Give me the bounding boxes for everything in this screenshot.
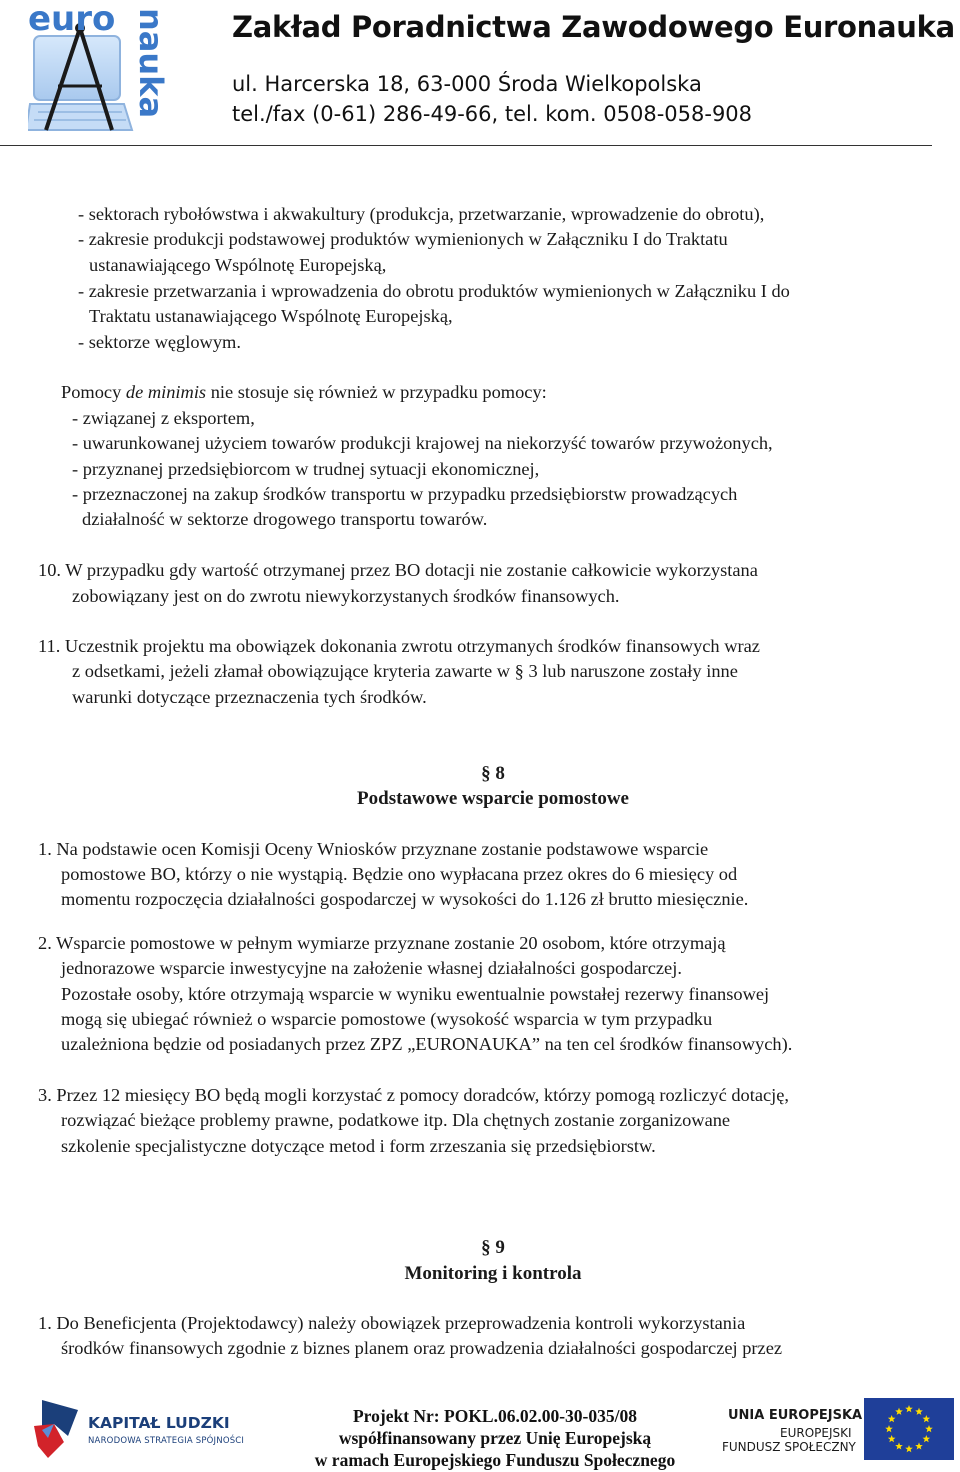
- list-item: - uwarunkowanej użyciem towarów produkcji krajowej na niekorzyść towarów przywożonych,: [72, 433, 773, 453]
- de-minimis-intro: [61, 380, 547, 405]
- list-item: - zakresie produkcji podstawowej produktów wymienionych w Załączniku I do Traktatu: [78, 229, 728, 249]
- paragraph-line: szkolenie specjalistyczne dotyczące metod i form zrzeszania się przedsiębiorstw.: [61, 1136, 656, 1156]
- paragraph-line: z odsetkami, jeżeli złamał obowiązujące kryteria zawarte w § 3 lub naruszone zostały inne: [72, 661, 738, 681]
- section-8-title: Podstawowe wsparcie pomostowe: [357, 788, 629, 809]
- paragraph-line: 11. Uczestnik projektu ma obowiązek dokonania zwrotu otrzymanych środków finansowych wraz: [38, 636, 760, 656]
- de-minimis-term: de minimis: [125, 382, 207, 402]
- paragraph-line: 1. Na podstawie ocen Komisji Oceny Wniosków przyznane zostanie podstawowe wsparcie: [38, 839, 709, 859]
- eu-title: UNIA EUROPEJSKA: [728, 1408, 863, 1423]
- eu-flag-icon: [864, 1398, 954, 1460]
- organization-name: Zakład Poradnictwa Zawodowego Euronauka: [232, 10, 955, 44]
- paragraph-line: pomostowe BO, którzy o nie wystąpią. Będzie ono wypłacana przez okres do 6 miesięcy od: [61, 864, 738, 884]
- project-number: Projekt Nr: POKL.06.02.00-30-035/08: [352, 1406, 637, 1426]
- kapital-ludzki-star-logo-icon: [34, 1396, 80, 1462]
- list-item: - sektorach rybołówstwa i akwakultury (produkcja, przetwarzanie, wprowadzenie do obrotu),: [78, 204, 765, 224]
- paragraph-line: zobowiązany jest on do zwrotu niewykorzystanych środków finansowych.: [72, 586, 620, 606]
- paragraph-line: warunki dotyczące przeznaczenia tych środków.: [72, 687, 427, 707]
- logo-text-nauka: nauka: [132, 8, 170, 119]
- paragraph-line: Pozostałe osoby, które otrzymają wsparcie w wyniku ewentualnie powstałej rezerwy finansowej: [61, 984, 770, 1004]
- list-item: - zakresie przetwarzania i wprowadzenia do obrotu produktów wymienionych w Załączniku I do: [78, 281, 790, 301]
- list-item: ustanawiającego Wspólnotę Europejską,: [89, 255, 387, 275]
- euronauka-compass-logo-icon: [28, 2, 170, 142]
- organization-phone: tel./fax (0-61) 286-49-66, tel. kom. 0508-058-908: [232, 102, 753, 126]
- paragraph-line: 2. Wsparcie pomostowe w pełnym wymiarze przyznane zostanie 20 osobom, które otrzymają: [38, 933, 726, 953]
- organization-address: ul. Harcerska 18, 63-000 Środa Wielkopolska: [232, 72, 702, 96]
- kapital-ludzki-subtitle: NARODOWA STRATEGIA SPÓJNOŚCI: [88, 1436, 245, 1446]
- paragraph-line: mogą się ubiegać również o wsparcie pomostowe (wysokość wsparcia w tym przypadku: [61, 1009, 713, 1029]
- paragraph-line: uzależniona będzie od posiadanych przez ZPZ „EURONAUKA” na ten cel środków finansowych).: [61, 1034, 793, 1054]
- letterhead: [0, 0, 960, 150]
- list-item: - przeznaczonej na zakup środków transportu w przypadku przedsiębiorstw prowadzących: [72, 484, 738, 504]
- paragraph-line: momentu rozpoczęcia działalności gospodarczej w wysokości do 1.126 zł brutto miesięcznie.: [61, 889, 749, 909]
- list-item: - przyznanej przedsiębiorcom w trudnej sytuacji ekonomicznej,: [72, 459, 540, 479]
- paragraph-line: 3. Przez 12 miesięcy BO będą mogli korzystać z pomocy doradców, którzy pomogą rozliczyć dotację,: [38, 1085, 790, 1105]
- list-item: działalność w sektorze drogowego transportu towarów.: [82, 509, 488, 529]
- paragraph-line: 1. Do Beneficjenta (Projektodawcy) należy obowiązek przeprowadzenia kontroli wykorzystania: [38, 1313, 746, 1333]
- section-9-number: § 9: [481, 1237, 505, 1258]
- cofinance-note: współfinansowany przez Unię Europejską: [338, 1428, 652, 1448]
- footer: [0, 1392, 960, 1472]
- list-item: Traktatu ustanawiającego Wspólnotę Europejską,: [89, 306, 453, 326]
- eu-subtitle-1: EUROPEJSKI: [780, 1426, 852, 1440]
- paragraph-line: 10. W przypadku gdy wartość otrzymanej przez BO dotacji nie zostanie całkowicie wykorzystana: [38, 560, 758, 580]
- eu-subtitle-2: FUNDUSZ SPOŁECZNY: [722, 1440, 856, 1454]
- fund-note: w ramach Europejskiego Funduszu Społecznego: [314, 1450, 676, 1470]
- kapital-ludzki-title: KAPITAŁ LUDZKI: [88, 1414, 230, 1432]
- paragraph-line: jednorazowe wsparcie inwestycyjne na założenie własnej działalności gospodarczej.: [61, 958, 682, 978]
- section-9-title: Monitoring i kontrola: [404, 1263, 582, 1284]
- list-item: - sektorze węglowym.: [78, 332, 241, 352]
- de-minimis-text-pre: Pomocy: [61, 382, 126, 402]
- de-minimis-text-post: nie stosuje się również w przypadku pomocy:: [206, 382, 547, 402]
- paragraph-line: środków finansowych zgodnie z biznes planem oraz prowadzenia działalności gospodarczej przez: [61, 1338, 783, 1358]
- section-8-number: § 8: [481, 763, 505, 784]
- logo-text-euro: euro: [28, 2, 116, 39]
- header-divider: [0, 145, 932, 146]
- kapital-ludzki-logo: [34, 1396, 244, 1456]
- paragraph-line: rozwiązać bieżące problemy prawne, podatkowe itp. Dla chętnych zostanie zorganizowane: [61, 1110, 731, 1130]
- list-item: - związanej z eksportem,: [72, 408, 255, 428]
